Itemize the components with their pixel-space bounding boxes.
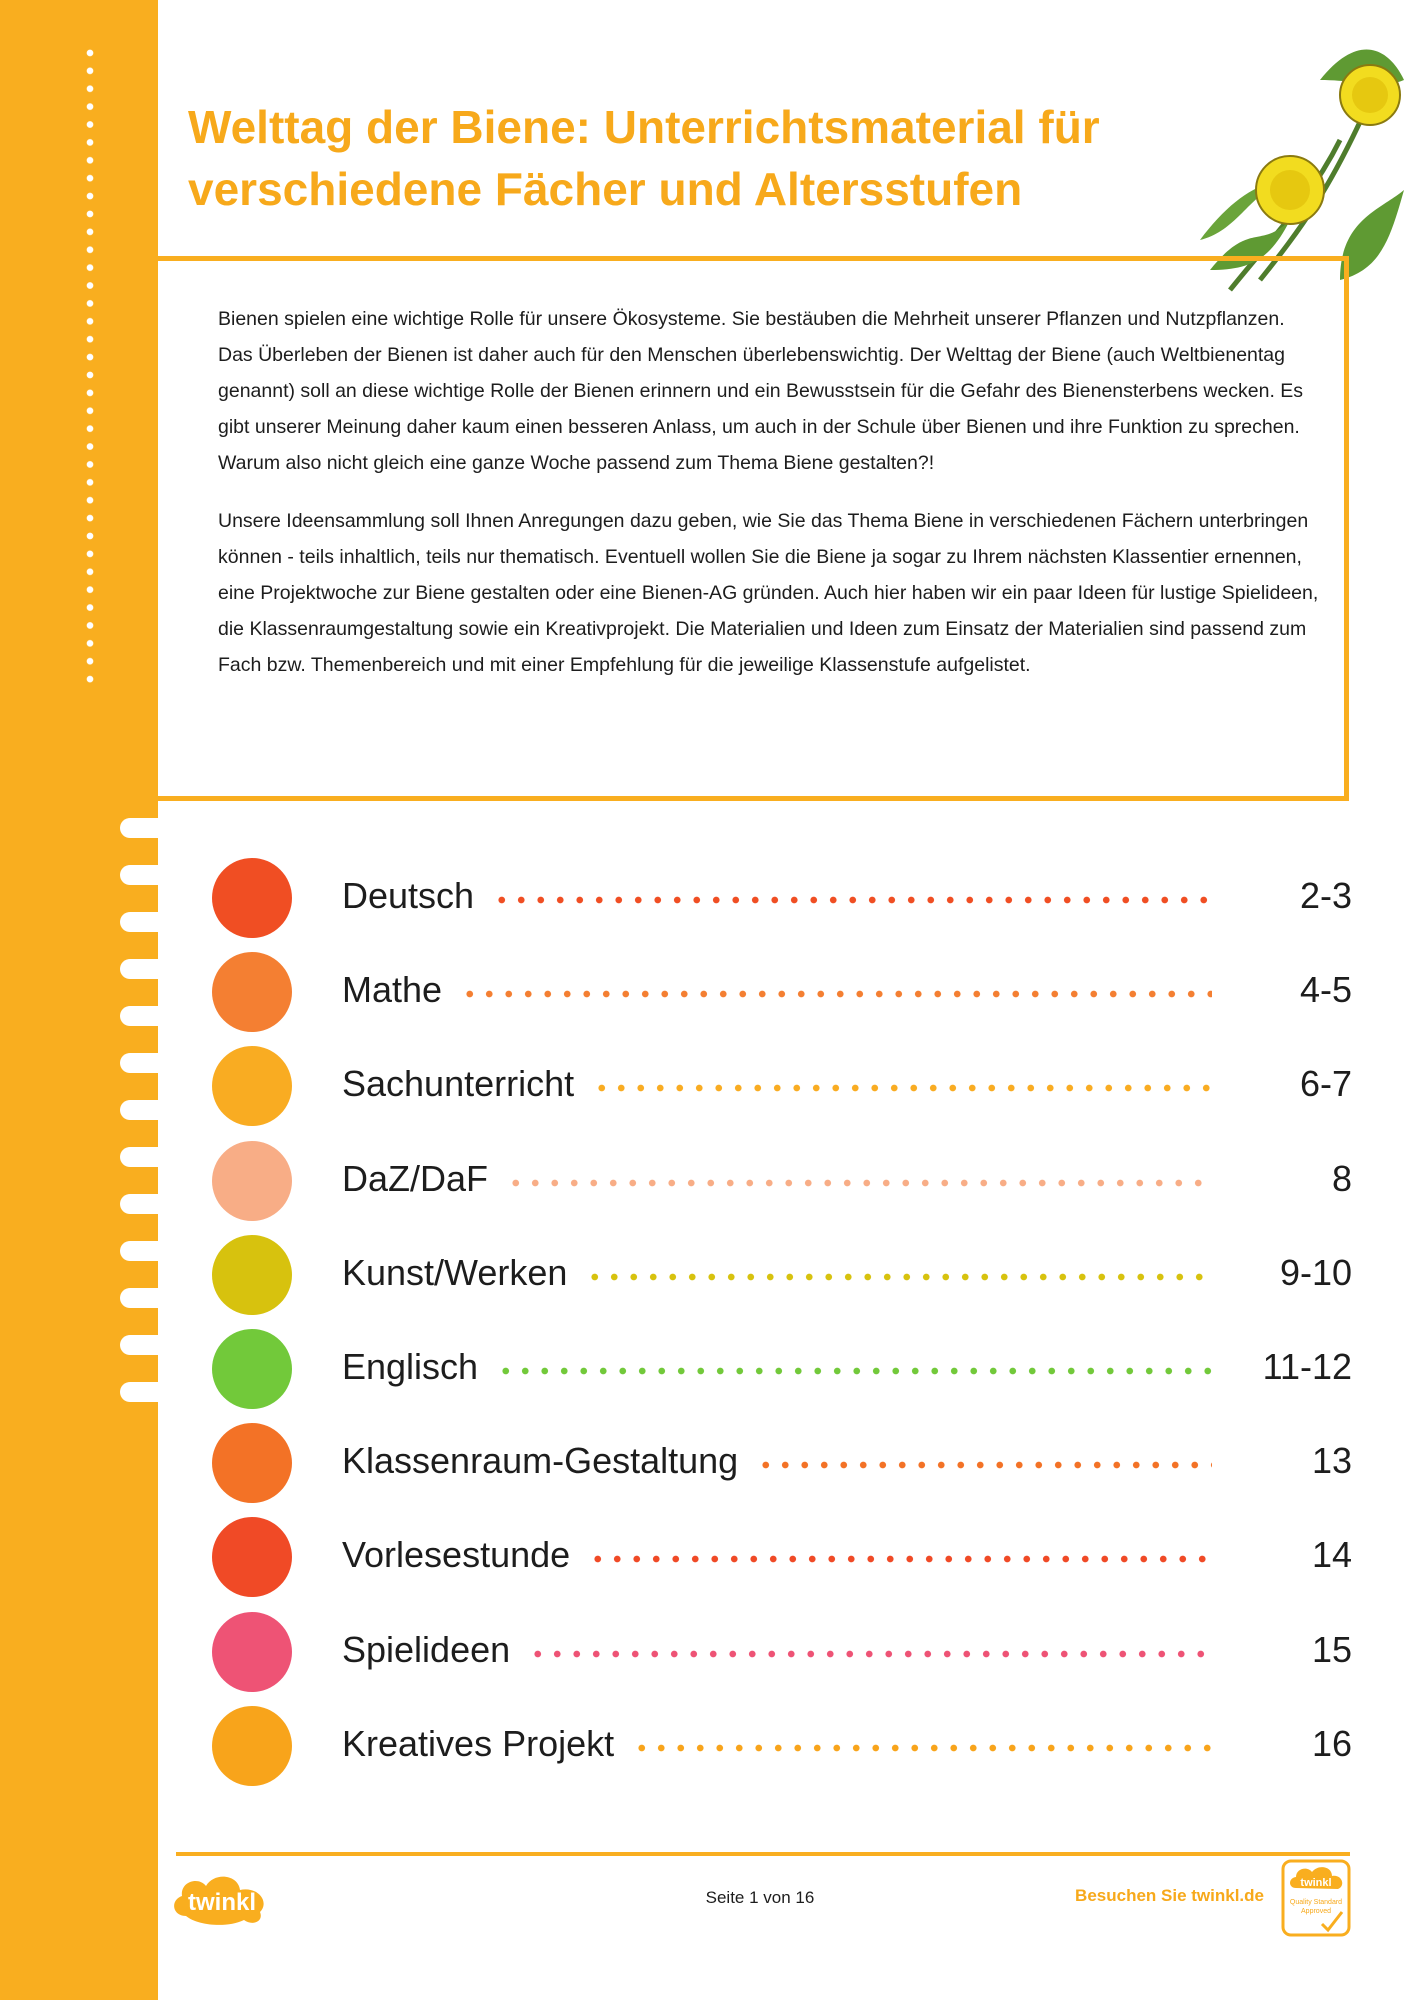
binder-tab	[120, 1335, 158, 1355]
toc-item[interactable]	[212, 1329, 1352, 1409]
binder-tab	[120, 1147, 158, 1167]
toc-page-number: 2-3	[1299, 875, 1352, 916]
toc-dot-leader	[496, 1367, 1212, 1375]
binder-spine	[0, 0, 158, 2000]
toc-label: Deutsch	[342, 874, 484, 918]
toc-page-number: 14	[1311, 1534, 1352, 1576]
binder-tab	[120, 1288, 158, 1308]
toc-color-dot	[212, 1141, 292, 1221]
toc-color-dot	[212, 1423, 292, 1503]
toc-item[interactable]	[212, 952, 1352, 1032]
spine-dot-column	[86, 44, 94, 684]
binder-tab	[120, 959, 158, 979]
toc-item[interactable]	[212, 1235, 1352, 1315]
quality-badge-icon	[1280, 1858, 1352, 1938]
toc-color-dot	[212, 1235, 292, 1315]
toc-page-number: 8	[1331, 1157, 1352, 1199]
intro-box	[158, 256, 1349, 801]
footer-divider	[176, 1852, 1350, 1856]
toc-dot-leader	[492, 896, 1212, 904]
toc-color-dot	[212, 1517, 292, 1597]
toc-dot-leader	[528, 1650, 1212, 1658]
toc-label: Sachunterricht	[342, 1062, 584, 1106]
badge-logo-text: twinkl	[1300, 1877, 1332, 1889]
twinkl-logo-text: twinkl	[187, 1889, 257, 1916]
binder-tab	[120, 1382, 158, 1402]
toc-label: Mathe	[342, 968, 452, 1012]
toc-label: Klassenraum-Gestaltung	[342, 1439, 748, 1483]
binder-tab	[120, 1241, 158, 1261]
toc-label: Spielideen	[342, 1628, 520, 1672]
toc-dot-leader	[460, 990, 1212, 998]
toc-dot-leader	[632, 1744, 1212, 1752]
toc-dot-leader	[592, 1084, 1212, 1092]
toc-page-number: 15	[1311, 1628, 1352, 1670]
toc-page-number: 6-7	[1299, 1063, 1352, 1105]
intro-paragraph: Bienen spielen eine wichtige Rolle für unsere Ökosysteme. Sie bestäuben die Mehrheit unserer Pflanzen und Nutzpflanzen. Das Überleben der Bienen ist daher auch für den Menschen überlebenswichtig. Der Welttag der Biene (auch Weltbienentag genannt) soll an diese wichtige Rolle der Bienen erinnern und ein Bewusstsein für die Gefahr des Bienensterbens wecken. Es gibt unserer Meinung daher kaum einen besseren Anlass, um auch in der Schule über Bienen und ihre Funktion zu sprechen. Warum also nicht gleich eine ganze Woche passend zum Thema Biene gestalten?!	[218, 308, 1304, 474]
toc-page-number: 11-12	[1262, 1346, 1352, 1387]
binder-tab	[120, 865, 158, 885]
binder-tab	[120, 1194, 158, 1214]
binder-tab	[120, 1100, 158, 1120]
toc-color-dot	[212, 952, 292, 1032]
toc-color-dot	[212, 1046, 292, 1126]
toc-dot-leader	[585, 1273, 1212, 1281]
intro-paragraph: Unsere Ideensammlung soll Ihnen Anregungen dazu geben, wie Sie das Thema Biene in verschiedenen Fächern unterbringen können - teils inhaltlich, teils nur thematisch. Eventuell wollen Sie die Biene ja sogar zu Ihrem nächsten Klassentier ernennen, eine Projektwoche zur Biene gestalten oder eine Bienen-AG gründen. Auch hier haben wir ein paar Ideen für lustige Spielideen, die Klassenraumgestaltung sowie ein Kreativprojekt. Die Materialien und Ideen zum Einsatz der Materialien sind passend zum Fach bzw. Themenbereich und mit einer Empfehlung für die jeweilige Klassenstufe aufgelistet.	[218, 510, 1319, 676]
toc-dot-leader	[506, 1179, 1212, 1187]
visit-twinkl-link[interactable]: Besuchen Sie twinkl.de	[1075, 1886, 1264, 1905]
toc-page-number: 13	[1311, 1440, 1352, 1482]
twinkl-logo[interactable]	[168, 1866, 278, 1930]
toc-label: Vorlesestunde	[342, 1533, 580, 1577]
toc-item[interactable]	[212, 1046, 1352, 1126]
page-number: Seite 1 von 16	[705, 1888, 815, 1907]
badge-text: Quality Standard Approved	[1289, 1899, 1343, 1915]
binder-tab	[120, 1006, 158, 1026]
toc-item[interactable]	[212, 1141, 1352, 1221]
toc-color-dot	[212, 1612, 292, 1692]
toc-page-number: 16	[1311, 1722, 1352, 1764]
toc-page-number: 4-5	[1299, 969, 1352, 1011]
toc-dot-leader	[756, 1461, 1212, 1469]
binder-tab	[120, 1053, 158, 1073]
toc-color-dot	[212, 858, 292, 938]
binder-tab	[120, 912, 158, 932]
toc-color-dot	[212, 1329, 292, 1409]
toc-page-number: 9-10	[1279, 1251, 1352, 1293]
toc-item[interactable]	[212, 1517, 1352, 1597]
page-title: Welttag der Biene: Unterrichtsmaterial für verschiedene Fächer und Altersstufen	[188, 101, 1100, 215]
toc-item[interactable]	[212, 858, 1352, 938]
toc-item[interactable]	[212, 1423, 1352, 1503]
toc-color-dot	[212, 1706, 292, 1786]
toc-item[interactable]	[212, 1612, 1352, 1692]
toc-label: Englisch	[342, 1345, 488, 1389]
toc-label: Kreatives Projekt	[342, 1722, 624, 1766]
toc-dot-leader	[588, 1555, 1212, 1563]
toc-item[interactable]	[212, 1706, 1352, 1786]
binder-tab	[120, 818, 158, 838]
toc-label: DaZ/DaF	[342, 1157, 498, 1201]
toc-label: Kunst/Werken	[342, 1251, 577, 1295]
